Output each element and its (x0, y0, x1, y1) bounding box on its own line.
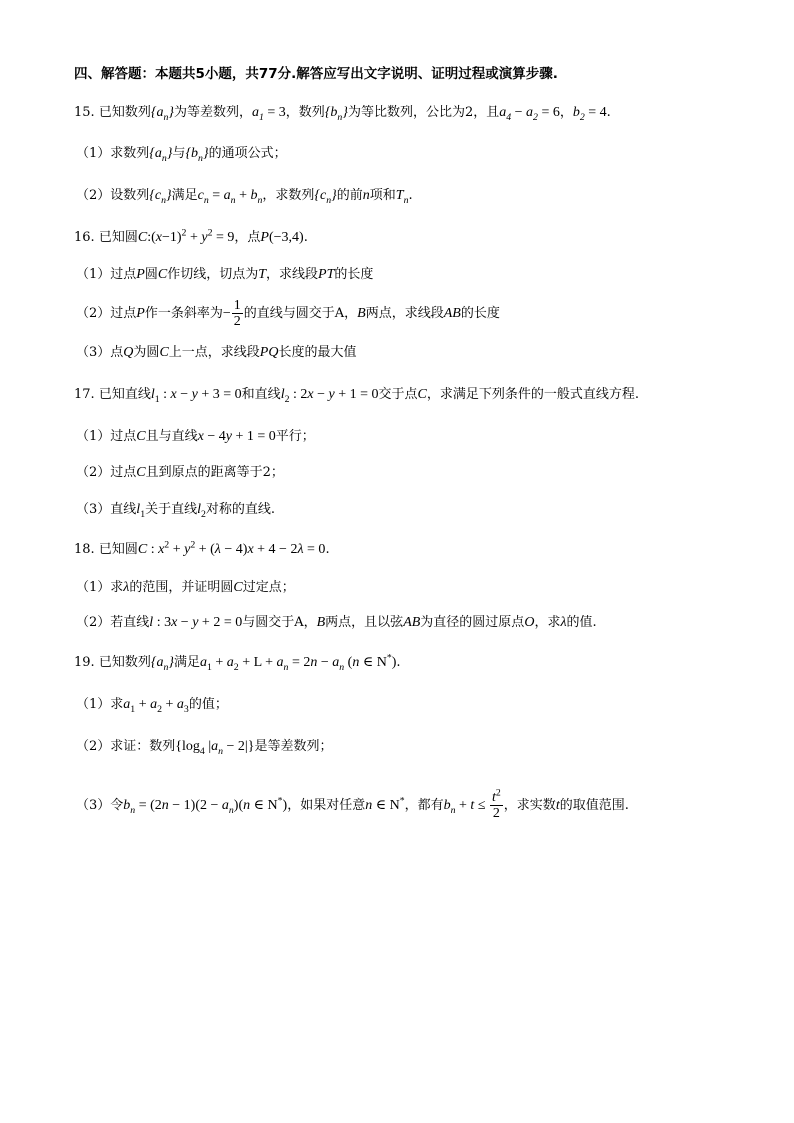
math: $a_1 = 3$ (251, 105, 286, 123)
problem-15-stem: 15. 已知数列$\{a_n\}$为等差数列，$a_1 = 3$，数列$\{b_n\}$为等比数列，公比为2，且$a_4 - a_2 = 6$，$b_2 = 4$. (74, 105, 611, 123)
math: $\{b_n\}$ (324, 105, 348, 123)
section-heading: 四、解答题：本题共5小题，共77分.解答应写出文字说明、证明过程或演算步骤. (74, 66, 558, 82)
problem-16-part-2: （2）过点P作一条斜率为− $\frac{1}{2}$ 的直线与圆交于A，B两点，求线段AB的长度 (76, 298, 500, 330)
problem-18-part-1: （1）求λ的范围，并证明圆C过定点； (76, 580, 295, 595)
problem-18-part-2: （2）若直线l : 3x − y + 2 = 0与圆交于A，B两点，且以弦AB为直径的圆过原点O，求λ的值. (76, 615, 597, 630)
math: $\{a_n\}$ (150, 105, 174, 123)
problem-17-part-3: （3）直线$l_1$关于直线$l_2$对称的直线. (76, 502, 276, 520)
math: $a_4 - a_2 = 6$ (499, 105, 560, 123)
problem-18-stem: 18. 已知圆C : $x^2 + y^2 + (\lambda - 4)x + 4 - 2\lambda = 0$. (74, 539, 330, 557)
problem-16-part-3: （3）点Q为圆C上一点，求线段PQ长度的最大值 (76, 345, 357, 360)
problem-17-stem: 17. 已知直线$l_1$ : x − y + 3 = 0和直线$l_2$ : 2x − y + 1 = 0交于点C，求满足下列条件的一般式直线方程. (74, 387, 640, 405)
problem-17-part-1: （1）过点C且与直线x − 4y + 1 = 0平行； (76, 429, 315, 444)
problem-15-part-2: （2）设数列$\{c_n\}$满足$c_n = a_n + b_n$，求数列$\{c_n\}$的前n项和$T_n$. (76, 188, 413, 206)
problem-15-part-1: （1）求数列$\{a_n\}$与$\{b_n\}$的通项公式； (76, 146, 287, 164)
problem-19-part-3: （3）令$b_n = (2n - 1)(2 - a_n)(n$ ∈ N*)，如果对任意n ∈ N*，都有$b_n + t$ ≤ $\frac{t^2}{2}$ ，求实数t的取值范围. (76, 787, 629, 822)
problem-16-stem: 16. 已知圆$C:(x-1)^2 + y^2 = 9$，点P(−3,4). (74, 227, 308, 245)
problem-19-part-1: （1）求$a_1 + a_2 + a_3$的值； (76, 697, 228, 715)
problem-16-part-1: （1）过点P圆C作切线，切点为T，求线段PT的长度 (76, 267, 374, 282)
math: $b_2 = 4$ (572, 105, 607, 123)
problem-19-stem: 19. 已知数列$\{a_n\}$满足$a_1 + a_2 + L + a_n = 2n - a_n$ (n ∈ N*). (74, 652, 401, 673)
problem-17-part-2: （2）过点C且到原点的距离等于2； (76, 465, 284, 480)
problem-number: 15. (74, 105, 95, 120)
problem-19-part-2: （2）求证：数列{$\log_4$ $|a_n - 2|$}是等差数列； (76, 739, 333, 757)
